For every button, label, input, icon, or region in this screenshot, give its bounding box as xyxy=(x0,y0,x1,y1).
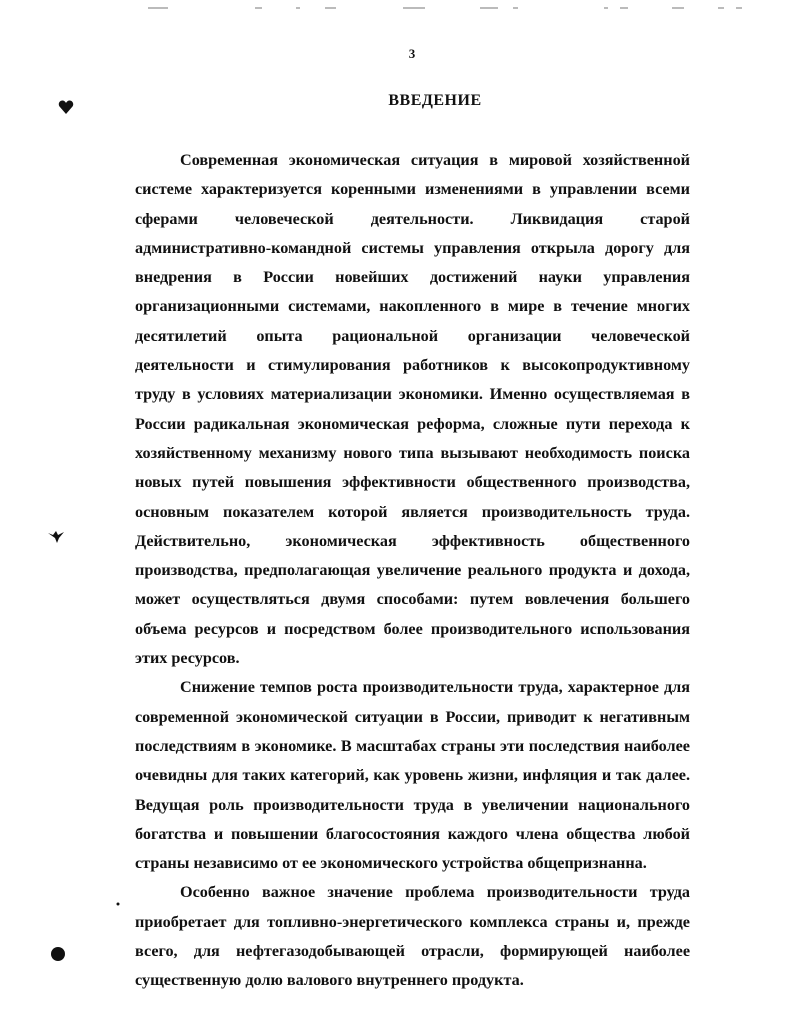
punch-hole-mark-icon xyxy=(50,946,66,962)
paragraph-2: Снижение темпов роста производительности труда, характерное для современной экономической ситуации в России, приводит к негативным последствиям в экономике. В масштабах страны эти последствия наиболее очевидны для таких категорий, как уровень жизни, инфляция и так далее. Ведущая роль производительности труда в увеличении национального богатства и повышении благосостояния каждого члена общества любой страны независимо от ее экономического устройства общепризнанна. xyxy=(135,678,690,873)
heart-mark-icon xyxy=(58,99,74,115)
scan-artifacts xyxy=(0,0,797,14)
paragraph-3: Особенно важное значение проблема производительности труда приобретает для топливно-энергетического комплекса страны и, прежде всего, для нефтегазодобывающей отрасли, формирующей наиболее существенную долю валового внутреннего продукта. xyxy=(135,883,690,990)
dot-mark-icon xyxy=(116,902,120,906)
bird-mark-icon xyxy=(47,530,65,544)
paragraph-1: Современная экономическая ситуация в мировой хозяйственной системе характеризуется коренными изменениями в управлении всеми сферами человеческой деятельности. Ликвидация старой административно-командной системы управления открыла дорогу для внедрения в России новейших достижений науки управления организационными системами, накопленного в мире в течение многих десятилетий опыта рациональной организации человеческой деятельности и стимулирования работников к высокопродуктивному труду в условиях материализации экономики. Именно осуществляемая в России радикальная экономическая реформа, сложные пути перехода к хозяйственному механизму нового типа вызывают необходимость поиска новых путей повышения эффективности общественного производства, основным показателем которой является производительность труда. Действительно, экономическая эффективность общественного производства, предполагающая увеличение реального продукта и дохода, может осуществляться двумя способами: путем вовлечения большего объема ресурсов и посредством более производительного использования этих ресурсов. xyxy=(135,151,690,668)
section-heading: ВВЕДЕНИЕ xyxy=(388,92,482,109)
page-number: 3 xyxy=(408,46,416,61)
body-text xyxy=(135,146,690,996)
